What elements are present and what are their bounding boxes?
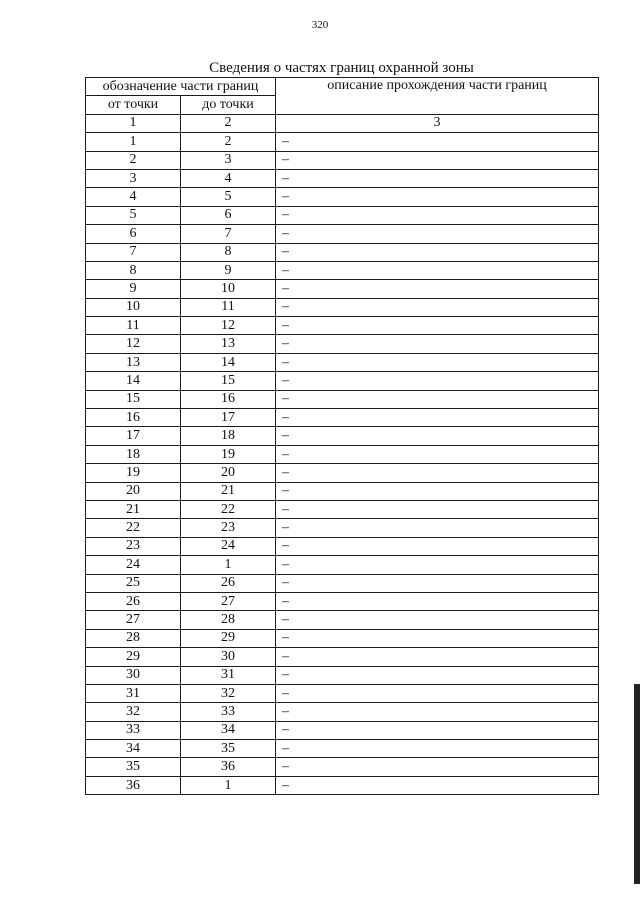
- table-row: [86, 556, 599, 574]
- to-point-cell: 20: [181, 464, 276, 482]
- description-cell: –: [276, 482, 599, 500]
- table-body: [86, 78, 599, 795]
- description-cell: –: [276, 353, 599, 371]
- to-point-cell: 11: [181, 298, 276, 316]
- description-cell: –: [276, 464, 599, 482]
- description-cell: –: [276, 243, 599, 261]
- table-row: [86, 740, 599, 758]
- column-numbers-row: [86, 114, 599, 132]
- table-row: [86, 758, 599, 776]
- table-row: [86, 151, 599, 169]
- description-cell: –: [276, 592, 599, 610]
- description-cell: –: [276, 629, 599, 647]
- table-row: [86, 390, 599, 408]
- table-row: [86, 353, 599, 371]
- from-point-cell: 31: [86, 684, 181, 702]
- table-row: [86, 445, 599, 463]
- from-point-cell: 18: [86, 445, 181, 463]
- from-point-cell: 27: [86, 611, 181, 629]
- header-designation: обозначение части границ: [86, 78, 276, 96]
- to-point-cell: 10: [181, 280, 276, 298]
- description-cell: –: [276, 445, 599, 463]
- table-row: [86, 169, 599, 187]
- table-row: [86, 629, 599, 647]
- table-row: [86, 427, 599, 445]
- from-point-cell: 2: [86, 151, 181, 169]
- description-cell: –: [276, 133, 599, 151]
- to-point-cell: 31: [181, 666, 276, 684]
- table-row: [86, 225, 599, 243]
- to-point-cell: 30: [181, 648, 276, 666]
- description-cell: –: [276, 261, 599, 279]
- column-number-1: 1: [86, 114, 181, 132]
- table-row: [86, 298, 599, 316]
- to-point-cell: 14: [181, 353, 276, 371]
- description-cell: –: [276, 151, 599, 169]
- from-point-cell: 24: [86, 556, 181, 574]
- to-point-cell: 2: [181, 133, 276, 151]
- from-point-cell: 13: [86, 353, 181, 371]
- boundary-parts-table: [85, 77, 599, 795]
- description-cell: –: [276, 335, 599, 353]
- from-point-cell: 12: [86, 335, 181, 353]
- to-point-cell: 4: [181, 169, 276, 187]
- from-point-cell: 7: [86, 243, 181, 261]
- table-row: [86, 335, 599, 353]
- description-cell: –: [276, 169, 599, 187]
- from-point-cell: 20: [86, 482, 181, 500]
- to-point-cell: 12: [181, 317, 276, 335]
- table-row: [86, 537, 599, 555]
- description-cell: –: [276, 776, 599, 794]
- description-cell: –: [276, 280, 599, 298]
- header-row-1: [86, 78, 599, 96]
- table-row: [86, 611, 599, 629]
- to-point-cell: 23: [181, 519, 276, 537]
- from-point-cell: 25: [86, 574, 181, 592]
- description-cell: –: [276, 206, 599, 224]
- from-point-cell: 3: [86, 169, 181, 187]
- document-title: Сведения о частях границ охранной зоны: [209, 60, 474, 76]
- description-cell: –: [276, 574, 599, 592]
- to-point-cell: 35: [181, 740, 276, 758]
- table-row: [86, 500, 599, 518]
- description-cell: –: [276, 740, 599, 758]
- to-point-cell: 24: [181, 537, 276, 555]
- column-number-2: 2: [181, 114, 276, 132]
- from-point-cell: 11: [86, 317, 181, 335]
- to-point-cell: 9: [181, 261, 276, 279]
- from-point-cell: 16: [86, 409, 181, 427]
- description-cell: –: [276, 703, 599, 721]
- from-point-cell: 8: [86, 261, 181, 279]
- to-point-cell: 22: [181, 500, 276, 518]
- from-point-cell: 4: [86, 188, 181, 206]
- table-row: [86, 592, 599, 610]
- table-row: [86, 574, 599, 592]
- to-point-cell: 13: [181, 335, 276, 353]
- table-row: [86, 409, 599, 427]
- to-point-cell: 28: [181, 611, 276, 629]
- to-point-cell: 34: [181, 721, 276, 739]
- header-to-point: до точки: [181, 96, 276, 114]
- to-point-cell: 8: [181, 243, 276, 261]
- description-cell: –: [276, 556, 599, 574]
- from-point-cell: 17: [86, 427, 181, 445]
- description-cell: –: [276, 372, 599, 390]
- table-row: [86, 703, 599, 721]
- table-row: [86, 666, 599, 684]
- description-cell: –: [276, 519, 599, 537]
- to-point-cell: 16: [181, 390, 276, 408]
- to-point-cell: 15: [181, 372, 276, 390]
- from-point-cell: 32: [86, 703, 181, 721]
- from-point-cell: 28: [86, 629, 181, 647]
- table-row: [86, 519, 599, 537]
- description-cell: –: [276, 188, 599, 206]
- description-cell: –: [276, 500, 599, 518]
- description-cell: –: [276, 409, 599, 427]
- from-point-cell: 23: [86, 537, 181, 555]
- table-row: [86, 317, 599, 335]
- column-number-3: 3: [276, 114, 599, 132]
- to-point-cell: 3: [181, 151, 276, 169]
- table-row: [86, 280, 599, 298]
- table-row: [86, 482, 599, 500]
- from-point-cell: 10: [86, 298, 181, 316]
- description-cell: –: [276, 225, 599, 243]
- description-cell: –: [276, 317, 599, 335]
- table-row: [86, 684, 599, 702]
- from-point-cell: 26: [86, 592, 181, 610]
- to-point-cell: 36: [181, 758, 276, 776]
- to-point-cell: 32: [181, 684, 276, 702]
- table-row: [86, 261, 599, 279]
- description-cell: –: [276, 427, 599, 445]
- table-row: [86, 188, 599, 206]
- from-point-cell: 21: [86, 500, 181, 518]
- from-point-cell: 34: [86, 740, 181, 758]
- from-point-cell: 6: [86, 225, 181, 243]
- description-cell: –: [276, 684, 599, 702]
- description-cell: –: [276, 298, 599, 316]
- from-point-cell: 14: [86, 372, 181, 390]
- to-point-cell: 1: [181, 776, 276, 794]
- page-number: 320: [311, 19, 329, 31]
- description-cell: –: [276, 648, 599, 666]
- to-point-cell: 18: [181, 427, 276, 445]
- table-row: [86, 648, 599, 666]
- from-point-cell: 1: [86, 133, 181, 151]
- to-point-cell: 33: [181, 703, 276, 721]
- table-row: [86, 464, 599, 482]
- to-point-cell: 26: [181, 574, 276, 592]
- from-point-cell: 5: [86, 206, 181, 224]
- from-point-cell: 33: [86, 721, 181, 739]
- table-row: [86, 776, 599, 794]
- to-point-cell: 29: [181, 629, 276, 647]
- description-cell: –: [276, 537, 599, 555]
- to-point-cell: 5: [181, 188, 276, 206]
- to-point-cell: 27: [181, 592, 276, 610]
- description-cell: –: [276, 390, 599, 408]
- description-cell: –: [276, 666, 599, 684]
- to-point-cell: 17: [181, 409, 276, 427]
- from-point-cell: 29: [86, 648, 181, 666]
- to-point-cell: 6: [181, 206, 276, 224]
- table-row: [86, 133, 599, 151]
- description-cell: –: [276, 721, 599, 739]
- from-point-cell: 15: [86, 390, 181, 408]
- to-point-cell: 1: [181, 556, 276, 574]
- from-point-cell: 9: [86, 280, 181, 298]
- table-row: [86, 243, 599, 261]
- from-point-cell: 35: [86, 758, 181, 776]
- from-point-cell: 19: [86, 464, 181, 482]
- scan-edge-mark: [634, 684, 640, 884]
- header-description: описание прохождения части границ: [276, 78, 599, 115]
- table-row: [86, 372, 599, 390]
- from-point-cell: 22: [86, 519, 181, 537]
- from-point-cell: 36: [86, 776, 181, 794]
- to-point-cell: 21: [181, 482, 276, 500]
- to-point-cell: 7: [181, 225, 276, 243]
- description-cell: –: [276, 758, 599, 776]
- table-row: [86, 721, 599, 739]
- header-from-point: от точки: [86, 96, 181, 114]
- description-cell: –: [276, 611, 599, 629]
- to-point-cell: 19: [181, 445, 276, 463]
- from-point-cell: 30: [86, 666, 181, 684]
- table-row: [86, 206, 599, 224]
